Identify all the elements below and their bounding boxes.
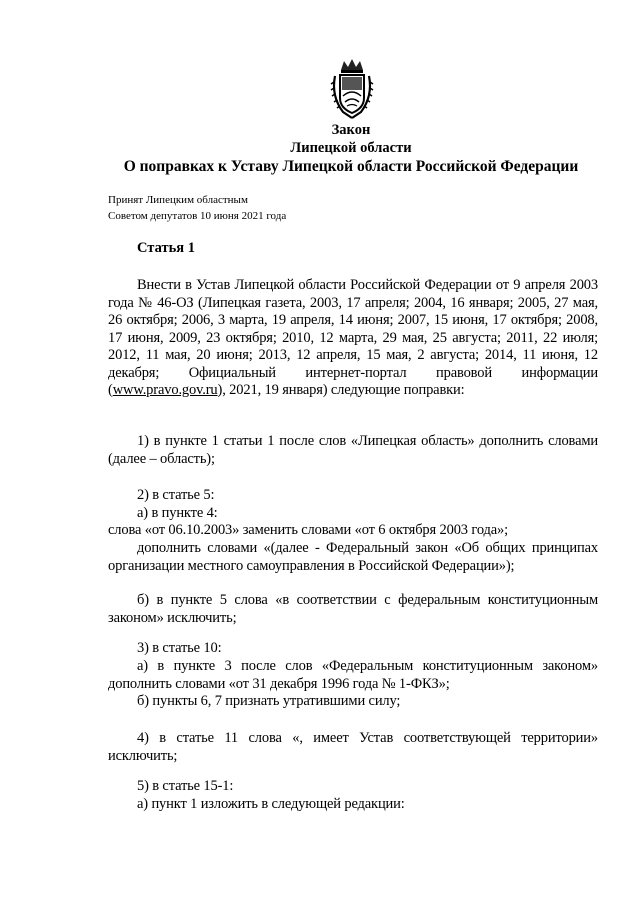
item-3-b: б) пункты 6, 7 признать утратившими силу; <box>137 693 401 709</box>
law-title: Закон <box>331 122 371 138</box>
item-4: 4) в статье 11 слова «, имеет Устав соответствующей территории» исключить; <box>108 730 598 764</box>
coat-of-arms-icon <box>329 58 375 120</box>
adoption-line-1: Принят Липецким областным <box>108 194 248 206</box>
article-heading: Статья 1 <box>137 240 195 256</box>
item-3-a: а) в пункте 3 после слов «Федеральным конституционным законом» дополнить словами «от 31 декабря 1996 года № 1-ФКЗ»; <box>108 658 598 692</box>
item-2-a: а) в пункте 4: <box>137 505 218 521</box>
portal-link[interactable]: www.pravo.gov.ru <box>112 382 218 398</box>
item-2-b: б) в пункте 5 слова «в соответствии с федеральным конституционным законом» исключить; <box>108 592 598 626</box>
item-2-a-2: дополнить словами «(далее - Федеральный закон «Об общих принципах организации местного самоуправления в Российской Федерации»); <box>108 540 598 574</box>
item-2-heading: 2) в статье 5: <box>137 487 215 503</box>
intro-paragraph <box>108 277 598 400</box>
item-2-a-1: слова «от 06.10.2003» заменить словами «от 6 октября 2003 года»; <box>108 522 508 538</box>
item-5-heading: 5) в статье 15-1: <box>137 778 234 794</box>
adoption-note <box>108 193 286 224</box>
adoption-line-2: Советом депутатов 10 июня 2021 года <box>108 209 287 222</box>
item-5-a: а) пункт 1 изложить в следующей редакции: <box>137 796 405 812</box>
law-subject: О поправках к Уставу Липецкой области Российской Федерации <box>123 158 579 175</box>
intro-text-b: ), 2021, 19 января) следующие поправки: <box>217 382 465 398</box>
item-3-heading: 3) в статье 10: <box>137 640 222 656</box>
region-title: Липецкой области <box>290 140 412 156</box>
intro-text-a: Внести в Устав Липецкой области Российской Федерации от 9 апреля 2003 года № 46-ОЗ (Липецкая газета, 2003, 17 апреля; 2004, 16 января; 2005, 27 мая, 26 октября; 2006, 3 марта, 19 апреля, 14 июня; 2007, 15 июня, 17 октября; 2008, 17 июня, 2009, 23 октября; 2010, 12 марта, 29 мая, 25 августа; 2011, 22 июля; 2012, 11 мая, 20 июня; 2013, 12 апреля, 15 мая, 2 августа; 2014, 11 июня, 12 декабря; Официальный интернет-портал правовой информации ( <box>108 277 598 398</box>
item-1: 1) в пункте 1 статьи 1 после слов «Липецкая область» дополнить словами (далее – область); <box>108 433 598 467</box>
